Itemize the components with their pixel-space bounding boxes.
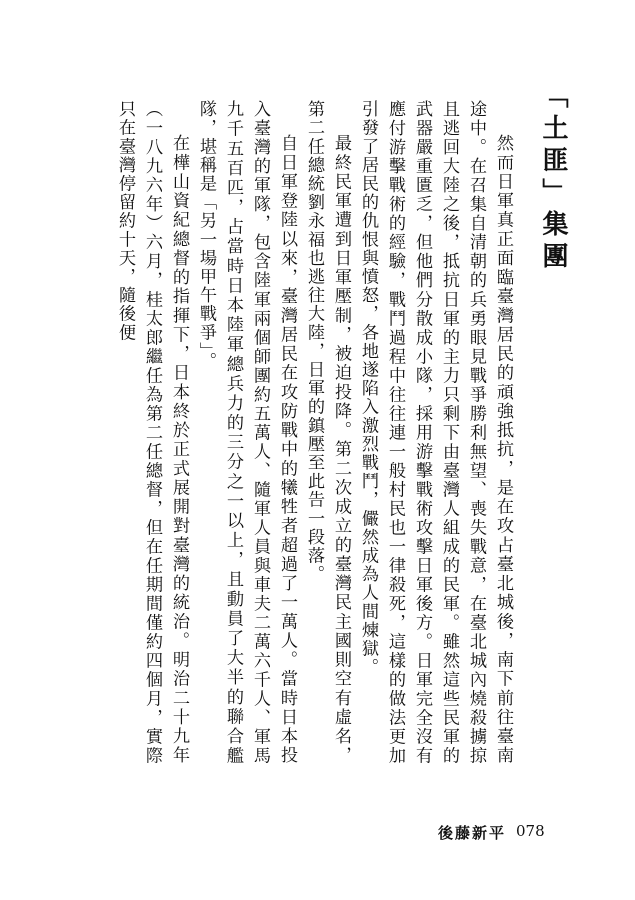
body-text (108, 100, 516, 765)
paragraph-3: 自日軍登陸以來，臺灣居民在攻防戰中的犧牲者超過了一萬人。當時日本投入臺灣的軍隊，包含陸軍兩個師團約五萬人、隨軍人員與車夫二萬六千人、軍馬九千五百匹，占當時日本陸軍總兵力的三分之一以上，且動員了大半的聯合艦隊，堪稱是「另一場甲午戰爭」。 (196, 100, 297, 765)
section-heading: 「土匪」集團 (538, 82, 568, 274)
running-footer-title: 後藤新平 (437, 824, 506, 842)
page-number: 078 (516, 822, 545, 840)
paragraph-1: 然而日軍真正面臨臺灣居民的頑強抵抗，是在攻占臺北城後，南下前往臺南途中。在召集自清朝的兵勇眼見戰爭勝利無望、喪失戰意，在臺北城內燒殺擄掠且逃回大陸之後，抵抗日軍的主力只剩下由臺灣人組成的民軍。雖然這些民軍的武器嚴重匱乏，但他們分散成小隊，採用游擊戰術攻擊日軍後方。日軍完全沒有應付游擊戰術的經驗，戰鬥過程中往往連一般村民也一律殺死，這樣的做法更加引發了居民的仇恨與憤怒，各地遂陷入激烈戰鬥，儼然成為人間煉獄。 (358, 100, 513, 765)
paragraph-4: 在樺山資紀總督的指揮下，日本終於正式展開對臺灣的統治。明治二十九年（一八九六年）六月，桂太郎繼任為第二任總督，但在任期間僅約四個月，實際只在臺灣停留約十天，隨後便 (115, 100, 189, 765)
paragraph-2: 最終民軍遭到日軍壓制，被迫投降。第二次成立的臺灣民主國則空有虛名，第二任總統劉永福也逃往大陸，日軍的鎮壓至此告一段落。 (304, 100, 351, 765)
